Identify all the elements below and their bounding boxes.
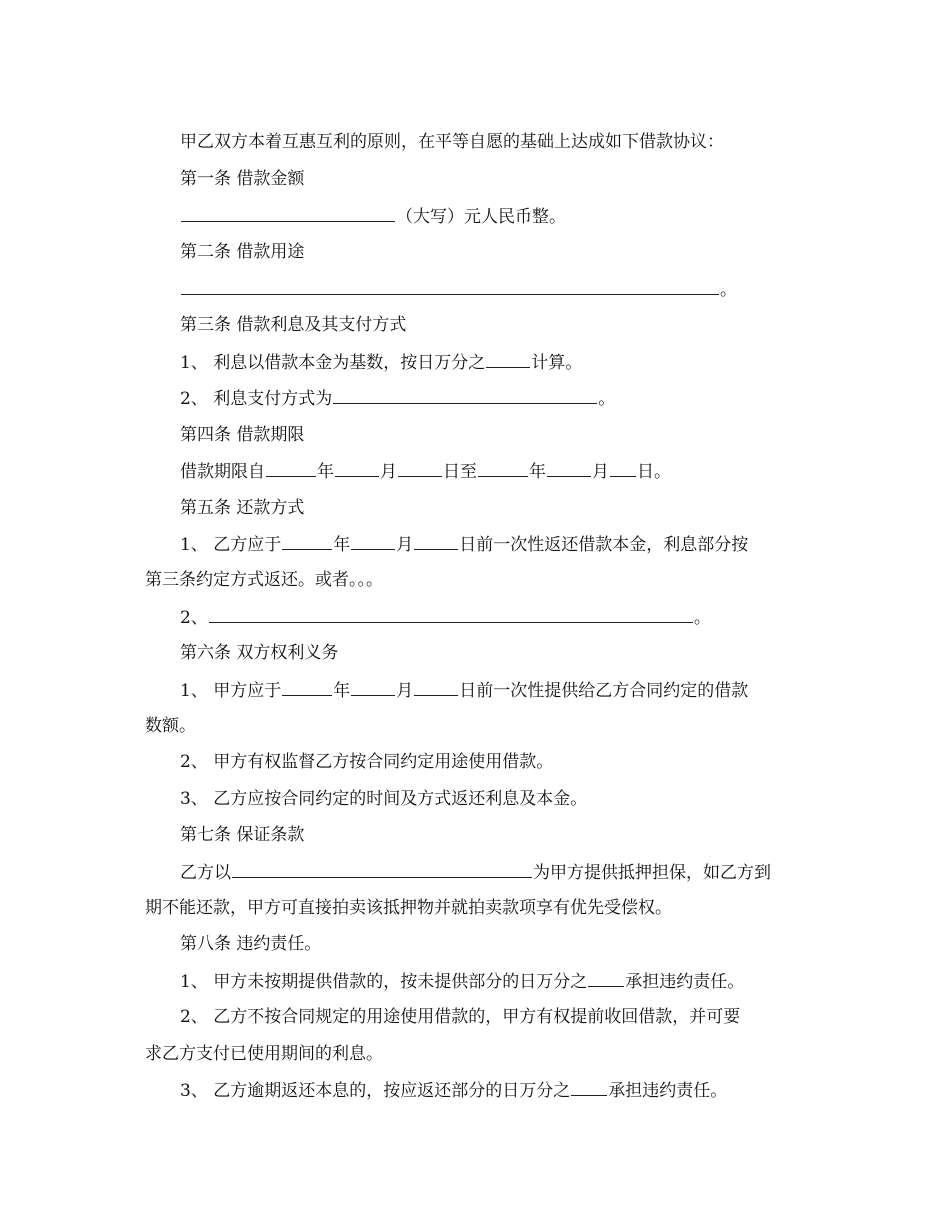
article-6-item-2 <box>180 751 553 773</box>
month-label: 月 <box>380 462 397 482</box>
provide-month-blank[interactable] <box>351 679 395 696</box>
repay-day-blank[interactable] <box>414 533 458 550</box>
year-label: 年 <box>317 462 334 482</box>
repay-text-2: 日前一次性返还借款本金，利息部分按 <box>459 535 749 555</box>
repay-alt-period: 。 <box>693 608 711 628</box>
day-end-label: 日。 <box>637 462 671 482</box>
article-7-title <box>180 824 304 846</box>
penalty-1-suffix: 承担违约责任。 <box>625 972 745 992</box>
penalty-1-blank[interactable] <box>588 970 624 987</box>
start-month-blank[interactable] <box>335 460 379 477</box>
interest-payment-period: 。 <box>598 389 616 409</box>
repay-item-2-num: 2、 <box>180 608 208 628</box>
article-8-item-1 <box>180 970 744 993</box>
article-3-item-1 <box>180 351 582 374</box>
article-1-title <box>180 168 304 190</box>
interest-payment-blank[interactable] <box>333 387 597 404</box>
guarantee-text-2: 为甲方提供抵押担保，如乙方到 <box>533 863 771 883</box>
end-year-blank[interactable] <box>478 460 528 477</box>
penalty-3-blank[interactable] <box>571 1079 607 1096</box>
intro-text: 甲乙双方本着互惠互利的原则，在平等自愿的基础上达成如下借款协议： <box>180 132 724 152</box>
article-1-amount-line <box>180 205 566 228</box>
penalty-2-text: 2、 乙方不按合同规定的用途使用借款的，甲方有权提前收回借款，并可要 <box>180 1007 741 1027</box>
provide-text: 1、 甲方应于 <box>180 681 282 701</box>
intro-line <box>180 131 724 153</box>
day-to-label: 日至 <box>443 462 477 482</box>
interest-rate-text: 1、 利息以借款本金为基数，按日万分之 <box>180 353 486 373</box>
provide-day-blank[interactable] <box>414 679 458 696</box>
article-7-title-text: 第七条 保证条款 <box>180 825 305 845</box>
article-6-title <box>180 642 338 664</box>
article-4-title <box>180 424 304 446</box>
article-8-item-2 <box>180 1006 740 1028</box>
month-label: 月 <box>396 681 414 701</box>
article-6-item-1 <box>180 679 748 702</box>
year-label: 年 <box>529 462 546 482</box>
repay-text-3: 第三条约定方式返还。或者。。。 <box>145 570 383 590</box>
article-2-title-text: 第二条 借款用途 <box>180 242 305 262</box>
end-day-blank[interactable] <box>610 460 636 477</box>
penalty-1-text: 1、 甲方未按期提供借款的，按未提供部分的日万分之 <box>180 972 588 992</box>
provide-text-3: 数额。 <box>145 716 196 736</box>
supervise-text: 2、 甲方有权监督乙方按合同约定用途使用借款。 <box>180 752 554 772</box>
repay-text: 1、 乙方应于 <box>180 535 282 555</box>
article-5-title-text: 第五条 还款方式 <box>180 498 305 518</box>
article-4-title-text: 第四条 借款期限 <box>180 425 305 445</box>
article-7-line-1 <box>180 861 771 884</box>
article-3-title <box>180 314 406 336</box>
article-8-item-2-cont <box>145 1043 383 1065</box>
repay-year-blank[interactable] <box>282 533 332 550</box>
article-7-line-2 <box>145 897 672 919</box>
term-text: 借款期限自 <box>180 462 265 482</box>
purpose-period: 。 <box>720 280 737 300</box>
month-label: 月 <box>396 535 414 555</box>
article-3-title-text: 第三条 借款利息及其支付方式 <box>180 315 407 335</box>
year-label: 年 <box>333 535 351 555</box>
article-6-item-3 <box>180 788 587 810</box>
article-8-item-3 <box>180 1079 727 1102</box>
article-5-item-1 <box>180 533 748 556</box>
amount-text: （大写）元人民币整。 <box>396 207 566 227</box>
article-6-title-text: 第六条 双方权利义务 <box>180 643 339 663</box>
article-8-title-text: 第八条 违约责任。 <box>180 934 322 954</box>
guarantee-text: 乙方以 <box>180 863 231 883</box>
end-month-blank[interactable] <box>547 460 591 477</box>
penalty-2-text-2: 求乙方支付已使用期间的利息。 <box>145 1044 383 1064</box>
start-year-blank[interactable] <box>266 460 316 477</box>
repay-month-blank[interactable] <box>351 533 395 550</box>
year-label: 年 <box>333 681 351 701</box>
article-8-title <box>180 933 321 955</box>
penalty-3-suffix: 承担违约责任。 <box>608 1081 728 1101</box>
article-5-title <box>180 497 304 519</box>
guarantee-text-3: 期不能还款，甲方可直接拍卖该抵押物并就拍卖款项享有优先受偿权。 <box>145 898 672 918</box>
return-text: 3、 乙方应按合同约定的时间及方式返还利息及本金。 <box>180 789 588 809</box>
article-5-item-1-cont <box>145 569 383 591</box>
article-3-item-2 <box>180 387 615 410</box>
interest-payment-text: 2、 利息支付方式为 <box>180 389 333 409</box>
purpose-blank[interactable] <box>181 278 719 295</box>
provide-text-2: 日前一次性提供给乙方合同约定的借款 <box>459 681 749 701</box>
article-4-period-line <box>180 460 671 483</box>
amount-blank[interactable] <box>181 205 395 222</box>
interest-rate-suffix: 计算。 <box>531 353 583 373</box>
repay-alt-blank[interactable] <box>209 606 693 623</box>
month-label: 月 <box>592 462 609 482</box>
article-5-item-2 <box>180 606 711 629</box>
provide-year-blank[interactable] <box>282 679 332 696</box>
start-day-blank[interactable] <box>398 460 442 477</box>
article-2-purpose-line <box>180 278 737 301</box>
collateral-blank[interactable] <box>232 861 532 878</box>
interest-rate-blank[interactable] <box>486 351 530 368</box>
penalty-3-text: 3、 乙方逾期返还本息的，按应返还部分的日万分之 <box>180 1081 571 1101</box>
article-6-item-1-cont <box>145 715 196 737</box>
article-2-title <box>180 241 304 263</box>
article-1-title-text: 第一条 借款金额 <box>180 169 305 189</box>
